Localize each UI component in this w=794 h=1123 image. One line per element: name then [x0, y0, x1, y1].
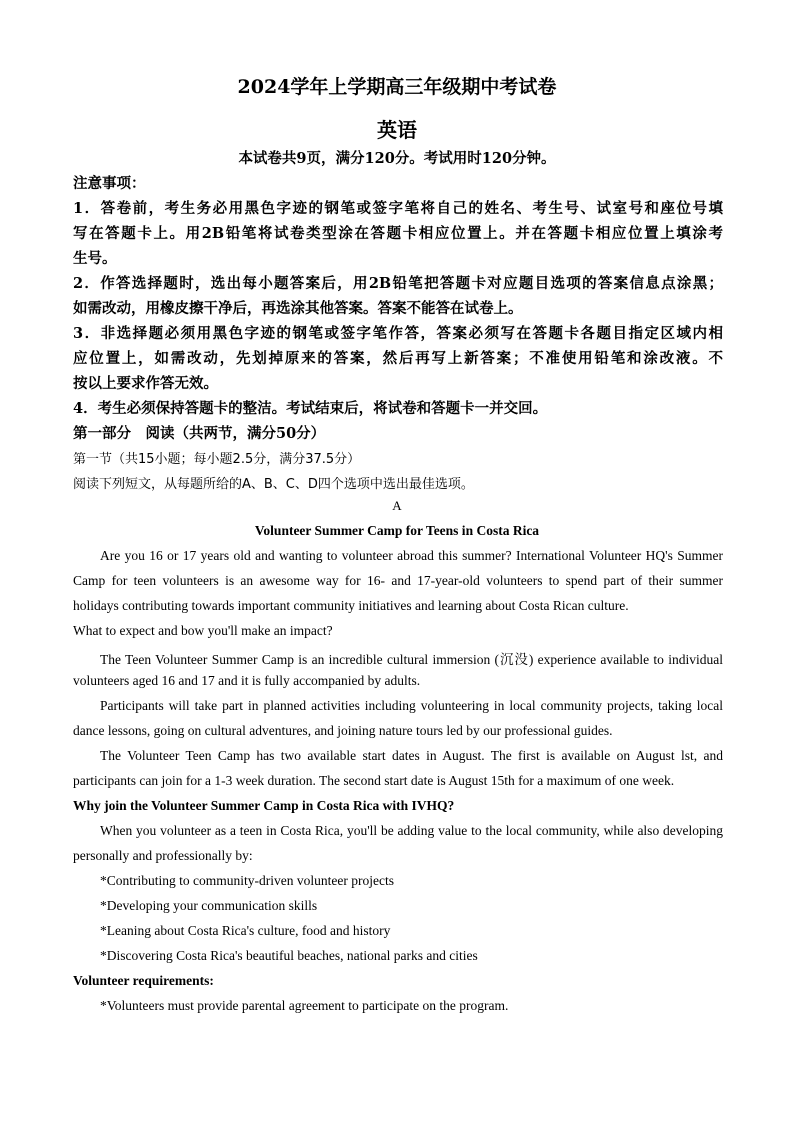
bullet-item: *Volunteers must provide parental agreement to participate on the program. — [100, 998, 509, 1013]
passage-line: participants can join for a 1-3 week duration. The second start date is August 15th for a maximum of one week. — [73, 773, 675, 788]
passage-title: Volunteer Summer Camp for Teens in Costa Rica — [254, 523, 540, 538]
bullet-item: *Developing your communication skills — [100, 898, 318, 913]
bullet-item: *Contributing to community-driven volunteer projects — [100, 873, 394, 888]
note-line: 3．非选择题必须用黑色字迹的钢笔或签字笔作答，答案必须写在答题卡各题目指定区域内相 — [73, 325, 723, 342]
passage-subheading: Why join the Volunteer Summer Camp in Costa Rica with IVHQ? — [73, 798, 455, 813]
note-line: 生号。 — [73, 250, 117, 267]
passage-line: When you volunteer as a teen in Costa Rica, you'll be adding value to the local community, while also developing — [100, 823, 723, 838]
note-line: 2．作答选择题时，选出每小题答案后，用2B铅笔把答题卡对应题目选项的答案信息点涂黑； — [73, 275, 723, 292]
reading-directions: 阅读下列短文，从每题所给的A、B、C、D四个选项中选出最佳选项。 — [73, 477, 474, 492]
bullet-item: *Discovering Costa Rica's beautiful beaches, national parks and cities — [100, 948, 478, 963]
passage-line: volunteers aged 16 and 17 and it is fully accompanied by adults. — [73, 673, 421, 688]
passage-line: personally and professionally by: — [73, 848, 253, 863]
passage-line: Camp for teen volunteers is an awesome way for 16- and 17-year-old volunteers to spend part of their summer — [73, 573, 723, 588]
bullet-item: *Leaning about Costa Rica's culture, food and history — [100, 923, 391, 938]
notes-heading: 注意事项： — [73, 175, 146, 192]
passage-line: Are you 16 or 17 years old and wanting to volunteer abroad this summer? International Volunteer HQ's Summer — [100, 548, 723, 563]
note-line: 1．答卷前，考生务必用黑色字迹的钢笔或签字笔将自己的姓名、考生号、试室号和座位号填 — [73, 200, 723, 217]
part-one-heading: 第一部分 阅读（共两节，满分50分） — [73, 425, 326, 442]
passage-subheading: What to expect and bow you'll make an impact? — [73, 623, 333, 638]
note-line: 应位置上，如需改动，先划掉原来的答案，然后再写上新答案；不准使用铅笔和涂改液。不 — [73, 350, 723, 367]
passage-line: dance lessons, going on cultural adventures, and joining nature tours led by our professional guides. — [73, 723, 613, 738]
passage-line: The Teen Volunteer Summer Camp is an incredible cultural immersion (沉没) experience available to individual — [100, 652, 723, 667]
passage-subheading: Volunteer requirements: — [73, 973, 214, 988]
section-one-heading: 第一节（共15小题；每小题2.5分，满分37.5分） — [73, 452, 361, 467]
exam-info: 本试卷共9页，满分120分。考试用时120分钟。 — [238, 150, 556, 167]
note-line: 4．考生必须保持答题卡的整洁。考试结束后，将试卷和答题卡一并交回。 — [73, 400, 548, 417]
note-line: 写在答题卡上。用2B铅笔将试卷类型涂在答题卡相应位置上。并在答题卡相应位置上填涂考 — [73, 225, 723, 242]
exam-title: 2024学年上学期高三年级期中考试卷 — [237, 76, 557, 98]
note-line: 如需改动，用橡皮擦干净后，再选涂其他答案。答案不能答在试卷上。 — [73, 300, 523, 317]
passage-line: The Volunteer Teen Camp has two available start dates in August. The first is available on August lst, and — [100, 748, 723, 763]
passage-letter: A — [392, 498, 402, 513]
exam-subject: 英语 — [377, 118, 417, 142]
passage-line: Participants will take part in planned activities including volunteering in local community projects, taking local — [100, 698, 723, 713]
note-line: 按以上要求作答无效。 — [73, 375, 218, 392]
passage-line: holidays contributing towards important community initiatives and learning about Costa Rican culture. — [73, 598, 629, 613]
